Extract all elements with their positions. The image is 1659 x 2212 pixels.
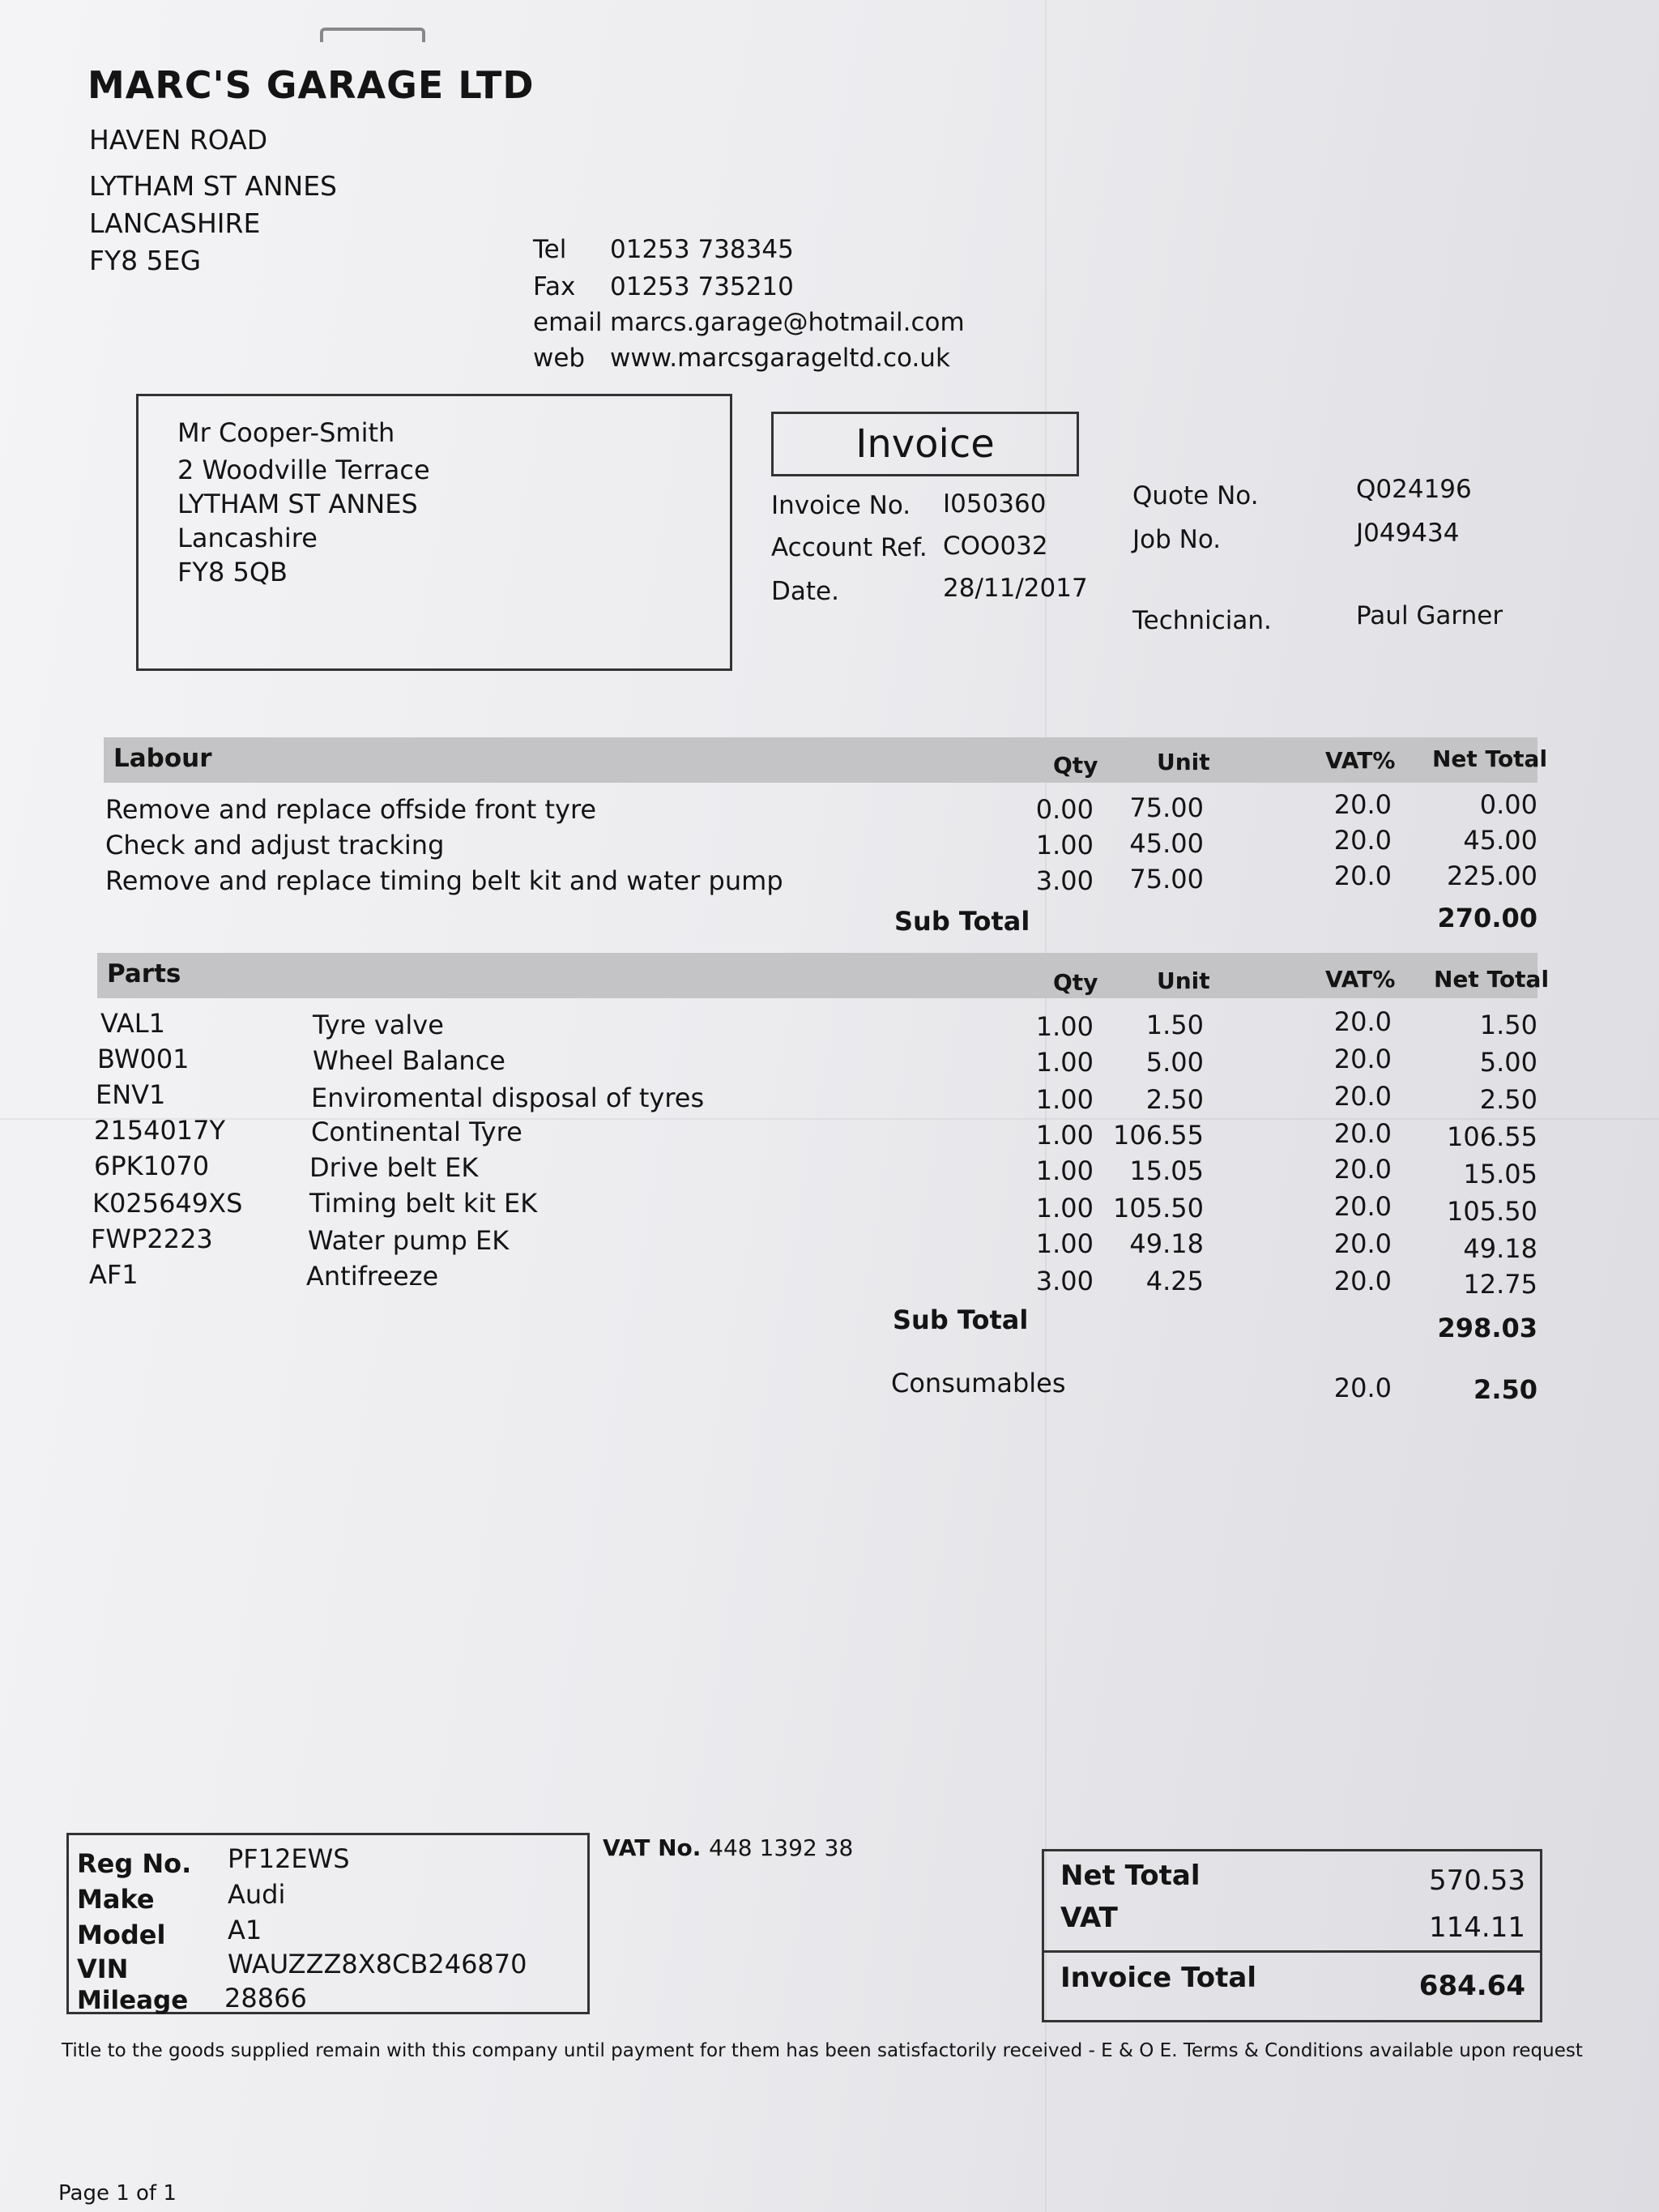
contact-fax [533, 272, 794, 301]
vat-no-label: VAT No. [603, 1834, 702, 1861]
part-net: 5.00 [1479, 1047, 1537, 1078]
col-qty: Qty [1053, 752, 1098, 779]
reg-value: PF12EWS [228, 1843, 350, 1874]
part-qty: 1.00 [1035, 1047, 1094, 1078]
part-unit: 5.00 [1145, 1047, 1204, 1078]
job-no-label: Job No. [1132, 525, 1222, 554]
totals-divider [1044, 1950, 1540, 1953]
col-unit: Unit [1157, 749, 1210, 775]
labour-vat: 20.0 [1333, 860, 1392, 891]
labour-unit: 75.00 [1129, 792, 1204, 823]
invoice-total-label: Invoice Total [1060, 1962, 1256, 1994]
part-unit: 106.55 [1113, 1120, 1204, 1151]
mileage-label: Mileage [77, 1986, 189, 2015]
contact-value: 01253 735210 [610, 272, 794, 301]
labour-net: 45.00 [1463, 825, 1537, 856]
customer-address-line: LYTHAM ST ANNES [177, 489, 418, 519]
consumables-vat: 20.0 [1333, 1373, 1392, 1403]
technician: Paul Garner [1356, 601, 1503, 630]
labour-qty: 3.00 [1035, 865, 1094, 896]
vehicle-details-box [66, 1833, 590, 2014]
parts-subtotal-label: Sub Total [893, 1305, 1029, 1335]
vin-label: VIN [77, 1954, 129, 1984]
company-address-line: HAVEN ROAD [89, 124, 268, 156]
labour-qty: 1.00 [1035, 830, 1094, 860]
company-name: MARC'S GARAGE LTD [87, 63, 535, 107]
date-label: Date. [771, 577, 839, 606]
part-net: 15.05 [1463, 1159, 1537, 1189]
paper-fold [0, 1118, 1659, 1120]
contact-label: web [533, 344, 586, 373]
labour-subtotal-label: Sub Total [894, 906, 1030, 937]
make-value: Audi [228, 1879, 286, 1910]
account-ref: COO032 [943, 532, 1048, 561]
part-net: 12.75 [1463, 1269, 1537, 1300]
model-label: Model [77, 1919, 166, 1950]
part-vat: 20.0 [1333, 1228, 1392, 1259]
net-total-value: 570.53 [1429, 1864, 1525, 1897]
vat-value: 114.11 [1429, 1911, 1525, 1944]
col-net: Net Total [1434, 966, 1550, 993]
part-code: ENV1 [96, 1079, 166, 1110]
part-vat: 20.0 [1333, 1006, 1392, 1037]
labour-unit: 75.00 [1129, 864, 1204, 895]
customer-address-line: FY8 5QB [177, 557, 288, 587]
part-qty: 1.00 [1035, 1084, 1094, 1115]
invoice-no: I050360 [943, 489, 1047, 519]
consumables-label: Consumables [891, 1368, 1066, 1399]
part-net: 106.55 [1447, 1121, 1537, 1152]
part-code: 6PK1070 [94, 1151, 210, 1181]
part-unit: 2.50 [1145, 1084, 1204, 1115]
part-desc: Water pump EK [308, 1225, 510, 1256]
invoice-total-value: 684.64 [1418, 1970, 1525, 2002]
col-vat: VAT% [1325, 966, 1396, 993]
contact-label: Fax [533, 272, 576, 301]
labour-vat: 20.0 [1333, 789, 1392, 820]
mileage-value: 28866 [224, 1983, 307, 2013]
company-address-line: FY8 5EG [89, 245, 202, 276]
part-qty: 1.00 [1035, 1228, 1094, 1259]
part-unit: 49.18 [1129, 1228, 1204, 1259]
part-qty: 3.00 [1035, 1266, 1094, 1296]
part-vat: 20.0 [1333, 1118, 1392, 1149]
part-net: 1.50 [1479, 1010, 1537, 1040]
part-qty: 1.00 [1035, 1155, 1094, 1186]
quote-no-label: Quote No. [1132, 481, 1259, 510]
part-desc: Enviromental disposal of tyres [311, 1083, 705, 1113]
labour-net: 0.00 [1479, 789, 1537, 820]
part-qty: 1.00 [1035, 1120, 1094, 1151]
part-qty: 1.00 [1035, 1193, 1094, 1223]
consumables-amount: 2.50 [1473, 1374, 1537, 1405]
job-no: J049434 [1356, 519, 1460, 548]
vat-no-value: 448 1392 38 [709, 1834, 854, 1861]
part-code: AF1 [89, 1259, 139, 1290]
customer-address-box [136, 394, 732, 671]
part-vat: 20.0 [1333, 1191, 1392, 1222]
part-net: 2.50 [1479, 1084, 1537, 1115]
labour-title: Labour [113, 744, 212, 773]
invoice-date: 28/11/2017 [943, 574, 1088, 603]
part-vat: 20.0 [1333, 1154, 1392, 1185]
col-net: Net Total [1432, 745, 1548, 772]
contact-value: marcs.garage@hotmail.com [610, 308, 965, 337]
part-qty: 1.00 [1035, 1011, 1094, 1042]
part-unit: 1.50 [1145, 1010, 1204, 1040]
vat-label: VAT [1060, 1902, 1118, 1934]
labour-unit: 45.00 [1129, 828, 1204, 859]
vin-value: WAUZZZ8X8CB246870 [228, 1949, 527, 1979]
part-desc: Antifreeze [306, 1261, 439, 1292]
part-code: VAL1 [100, 1008, 165, 1039]
col-vat: VAT% [1325, 747, 1396, 774]
part-unit: 15.05 [1129, 1155, 1204, 1186]
contact-web [533, 344, 950, 373]
invoice-title: Invoice [771, 412, 1079, 476]
net-total-label: Net Total [1060, 1860, 1201, 1892]
contact-tel [533, 235, 794, 264]
part-desc: Tyre valve [313, 1010, 444, 1040]
make-label: Make [77, 1884, 155, 1915]
terms-footer: Title to the goods supplied remain with this company until payment for them has been satisfactorily received - E & O E. Terms & Conditions available upon request [62, 2040, 1583, 2061]
labour-net: 225.00 [1447, 860, 1537, 891]
account-ref-label: Account Ref. [771, 533, 928, 562]
col-unit: Unit [1157, 967, 1210, 994]
contact-value: 01253 738345 [610, 235, 794, 264]
part-desc: Continental Tyre [311, 1117, 522, 1147]
model-value: A1 [228, 1915, 262, 1945]
part-vat: 20.0 [1333, 1044, 1392, 1074]
part-desc: Timing belt kit EK [309, 1188, 538, 1219]
technician-label: Technician. [1132, 606, 1272, 635]
totals-box [1042, 1849, 1542, 2022]
contact-email [533, 308, 965, 337]
parts-subtotal: 298.03 [1437, 1313, 1537, 1343]
part-desc: Drive belt EK [309, 1152, 479, 1183]
labour-vat: 20.0 [1333, 825, 1392, 856]
contact-label: email [533, 308, 603, 337]
part-unit: 105.50 [1113, 1193, 1204, 1223]
part-code: K025649XS [92, 1188, 243, 1219]
part-code: BW001 [97, 1044, 190, 1074]
customer-address-line: 2 Woodville Terrace [177, 455, 430, 485]
part-vat: 20.0 [1333, 1266, 1392, 1296]
vat-number [603, 1834, 853, 1861]
parts-header-band [97, 953, 1537, 998]
labour-desc: Remove and replace timing belt kit and water pump [105, 865, 783, 896]
labour-header-band [104, 737, 1537, 783]
reg-label: Reg No. [77, 1848, 192, 1879]
part-desc: Wheel Balance [313, 1045, 505, 1076]
labour-qty: 0.00 [1035, 794, 1094, 825]
labour-subtotal: 270.00 [1437, 903, 1537, 933]
contact-value: www.marcsgarageltd.co.uk [610, 344, 950, 373]
staple-mark [320, 28, 425, 42]
part-net: 105.50 [1447, 1196, 1537, 1227]
customer-name: Mr Cooper-Smith [177, 417, 395, 448]
customer-address-line: Lancashire [177, 523, 318, 553]
company-address-line: LYTHAM ST ANNES [89, 170, 338, 202]
labour-desc: Check and adjust tracking [105, 830, 445, 860]
labour-desc: Remove and replace offside front tyre [105, 794, 597, 825]
page-number: Page 1 of 1 [58, 2181, 177, 2206]
company-address-line: LANCASHIRE [89, 207, 261, 239]
quote-no: Q024196 [1356, 475, 1472, 504]
part-net: 49.18 [1463, 1233, 1537, 1264]
parts-title: Parts [107, 959, 181, 989]
part-code: FWP2223 [91, 1223, 213, 1254]
contact-label: Tel [533, 235, 567, 264]
col-qty: Qty [1053, 969, 1098, 996]
part-unit: 4.25 [1145, 1266, 1204, 1296]
part-vat: 20.0 [1333, 1081, 1392, 1112]
part-code: 2154017Y [94, 1115, 226, 1146]
invoice-no-label: Invoice No. [771, 491, 911, 520]
